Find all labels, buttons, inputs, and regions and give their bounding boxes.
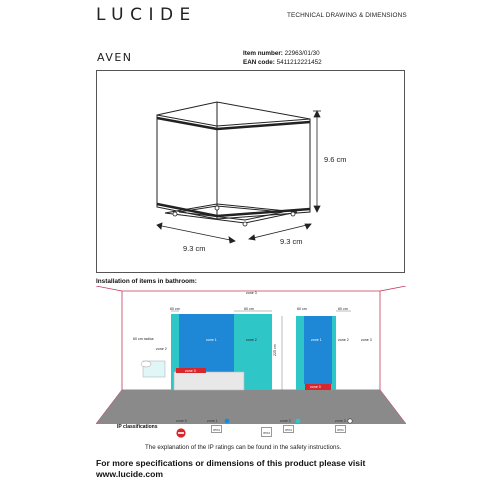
ip-zone0-label: zone 0 [176,419,187,423]
brand-logo: LUCIDE [96,5,197,25]
dim-60-c: 60 cm [297,307,307,311]
dim-60-radius: 60 cm radius [133,337,154,341]
zone1-left-label: zone 1 [206,338,217,342]
product-name: AVEN [97,51,133,64]
dim-225: 225 cm [273,344,277,356]
cube-side-face [217,119,310,219]
item-number-value: 22963/01/30 [284,50,320,57]
footer-info [96,458,365,479]
zone2-right-label: zone 2 [338,338,349,342]
ip-zone2-badge-a: IPX4 [261,427,272,437]
ip-explanation: The explanation of the IP ratings can be found in the safety instructions. [145,444,342,451]
zone3-indicator-icon [347,418,353,424]
bathroom-section-title: Installation of items in bathroom: [96,278,197,285]
website-link[interactable]: www.lucide.com [96,468,164,479]
ip-zone1-label: zone 1 [207,419,218,423]
ean-value: 5411212221452 [276,58,322,66]
dim-60-a: 60 cm [170,307,180,311]
dim-60-d: 60 cm [338,307,348,311]
ip-classifications-title: IP classifications [117,424,158,430]
width-dimension-label: 9.3 cm [183,244,206,253]
zone2-left-label: zone 2 [156,347,167,351]
bathroom-zones-diagram [96,286,406,424]
ean-label: EAN code: [243,58,275,66]
zone1-right-area [304,316,332,384]
bathtub [174,372,244,390]
ip-zone1-badge: IPX4 [211,425,222,433]
zone3-top-label: zone 3 [246,291,257,295]
zone2-indicator-icon [295,418,301,424]
zone1-right-label: zone 1 [311,338,322,342]
cube-front-face [157,115,217,219]
document-heading: TECHNICAL DRAWING & DIMENSIONS [287,12,407,19]
product-codes [243,50,322,67]
screw-icon [173,212,177,216]
zone2-mid-label: zone 2 [246,338,257,342]
item-number-label: Item number: [243,50,283,57]
ip-zone2-badge-b: IPX4 [283,425,294,433]
no-entry-icon [176,428,186,438]
ip-zone3-label: zone 3 [335,419,346,423]
depth-dimension-label: 9.3 cm [280,237,303,246]
dim-60-b: 60 cm [244,307,254,311]
screw-icon [243,222,247,226]
ip-zone2-label: zone 2 [280,419,291,423]
zone0-right-label: zone 0 [310,385,321,389]
zone3-right-label: zone 3 [361,338,372,342]
zone0-left-label: zone 0 [185,369,196,373]
floor [96,390,406,424]
technical-drawing [97,71,406,274]
ip-zone3-badge: IPX1 [335,425,346,433]
footer-line-1: For more specifications or dimensions of this product please visit [96,458,366,468]
height-dimension-label: 9.6 cm [324,155,347,164]
screw-icon [215,206,219,210]
zone1-indicator-icon [224,418,230,424]
screw-icon [291,212,295,216]
technical-drawing-frame [96,70,405,273]
